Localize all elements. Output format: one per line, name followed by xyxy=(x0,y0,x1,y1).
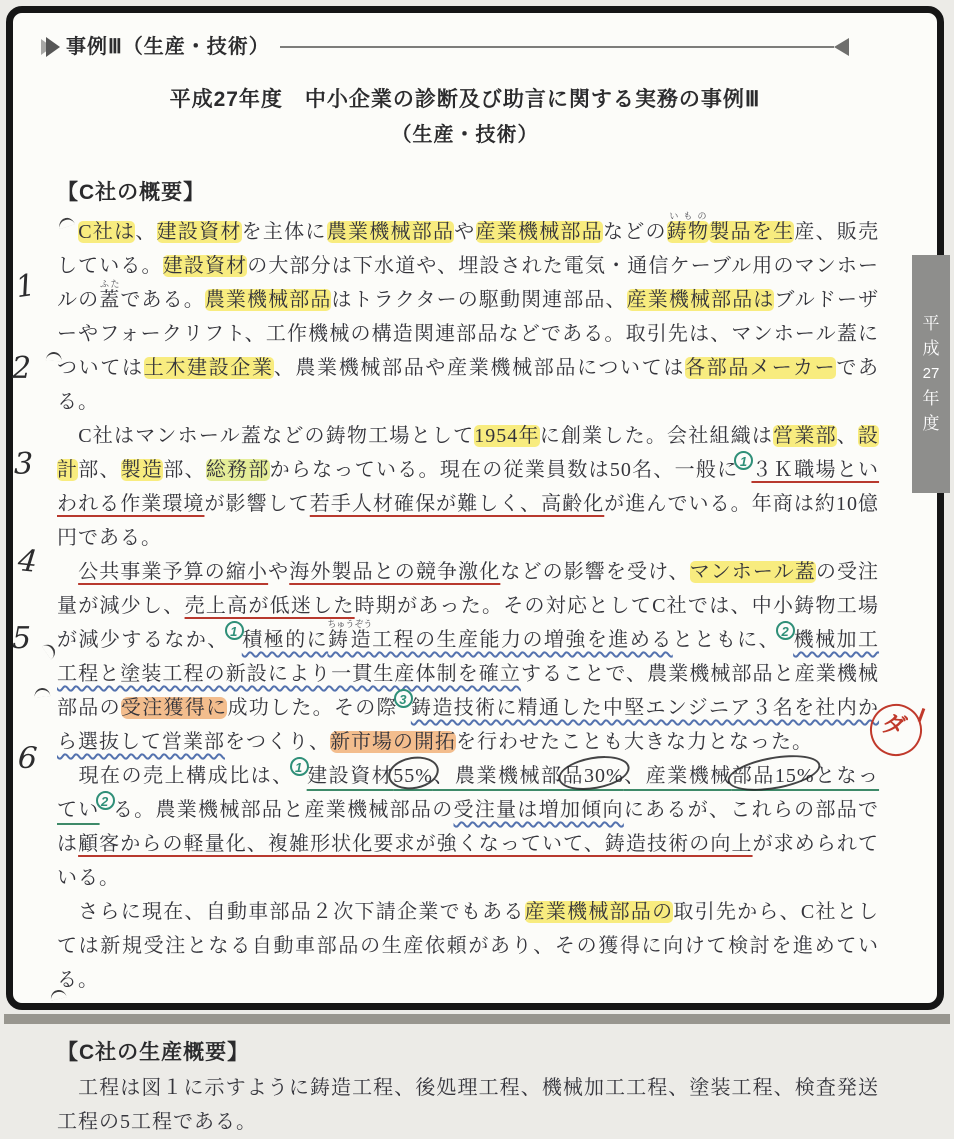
circled-number-annotation: 1 xyxy=(225,621,244,640)
side-tab-char: 年 xyxy=(922,389,940,408)
text-segment: の大部分は下水道や、埋設された電気・通信ケーブル用のマンホールの xyxy=(57,255,879,311)
circled-number-annotation: 3 xyxy=(394,689,413,708)
page-edge-shadow xyxy=(4,1014,950,1024)
text-segment: などの xyxy=(603,221,667,243)
text-segment: ブルドーザーやフォークリフト、工作機械の構造関連部品などである。取引先は、マンホール蓋については xyxy=(57,289,880,379)
text-segment: 、農業機械部 xyxy=(432,765,563,787)
text-segment: 部、 xyxy=(163,459,206,481)
circled-number-annotation: 2 xyxy=(96,791,115,810)
arrow-right-icon xyxy=(46,37,60,57)
circled-number-annotation: 1 xyxy=(290,757,309,776)
margin-number: 5 xyxy=(12,621,32,656)
text-segment: 、農業機械部品や産業機械部品については xyxy=(273,357,686,379)
circled-number-annotation: 1 xyxy=(734,451,753,470)
text-segment: 建設資材 xyxy=(306,765,394,787)
margin-number: 1 xyxy=(13,267,38,306)
text-segment: 積極的に xyxy=(241,629,329,651)
text-segment: 売上高が低迷した xyxy=(184,595,355,617)
text-segment: C社は xyxy=(78,221,136,243)
text-segment: 新市場の開拓 xyxy=(330,731,456,753)
paragraph xyxy=(57,759,879,895)
text-segment: 産、販売している。 xyxy=(57,221,880,277)
section xyxy=(57,1035,879,1139)
text-segment: 時期があった。その対応としてC社では、中小鋳物工場が減少するなか、 xyxy=(57,595,880,651)
grader-mark-stroke xyxy=(917,708,924,722)
text-segment: 、 xyxy=(135,221,157,243)
side-tab-char: 成 xyxy=(922,339,940,358)
text-segment: 産業機械部品の xyxy=(524,901,674,923)
text-segment: からなっている。現在の従業員数は50名、一般に xyxy=(269,459,739,481)
text-segment: 製造 xyxy=(120,459,164,481)
header xyxy=(41,33,849,61)
text-segment: 取引先から、C社としては新規受注となる自動車部品の生産依頼があり、その獲得に向けて検討を進めている。 xyxy=(57,901,880,991)
text-segment: 、産業機械 xyxy=(623,765,732,787)
text-segment: することで、農業機械部品と産業機械部品の xyxy=(57,663,879,719)
text-segment: 工程は図１に示すように鋳造工程、後処理工程、機械加工工程、塗装工程、検査発送工程の5工程である。 xyxy=(57,1077,879,1133)
text-segment: C社はマンホール蓋などの鋳物工場として xyxy=(57,425,475,447)
side-tab-heisei27 xyxy=(912,255,950,493)
arrow-left-icon xyxy=(834,38,849,56)
text-segment: 建設資材 xyxy=(156,221,242,243)
header-rule xyxy=(280,46,834,48)
text-segment: 1954年 xyxy=(474,425,540,447)
text-segment: 製品を生 xyxy=(709,221,795,243)
text-segment: を行わせたことも大きな力となった。 xyxy=(456,731,813,753)
side-tab-char: 平 xyxy=(922,314,940,333)
grader-mark-glyph: ダ xyxy=(879,709,910,742)
text-segment: 各部品メーカー xyxy=(685,357,837,379)
text-segment: マンホール蓋 xyxy=(689,561,816,583)
text-segment: 設計 xyxy=(57,425,880,481)
text-segment: 海外製品との競争激化 xyxy=(289,561,501,583)
text-segment: 鋳造ちゅうぞう xyxy=(327,619,373,651)
sections xyxy=(57,175,879,1139)
text-segment: 営業部 xyxy=(773,425,837,447)
text-segment: 蓋ふた xyxy=(99,279,121,311)
text-segment: 55% xyxy=(393,765,433,787)
section-heading: 【C社の生産概要】 xyxy=(57,1041,250,1064)
section-heading: 【C社の概要】 xyxy=(57,181,206,204)
text-segment: や xyxy=(268,561,290,583)
text-segment: 成功した。その際 xyxy=(227,697,398,719)
text-segment: となってい xyxy=(57,765,880,821)
doc-title: 平成27年度 中小企業の診断及び助言に関する実務の事例Ⅲ xyxy=(169,88,761,111)
paragraph xyxy=(57,211,879,419)
margin-number: 3 xyxy=(14,447,34,482)
paragraph xyxy=(57,1071,879,1139)
text-segment: が進んでいる。年商は約10億円である。 xyxy=(57,493,880,549)
text-segment: などの影響を受け、 xyxy=(500,561,690,583)
side-tab-char: 27 xyxy=(922,365,940,382)
text-segment: 品30% xyxy=(562,765,624,787)
grader-mark-red xyxy=(868,700,924,762)
text-segment: ３Ｋ職場といわれる作業環境 xyxy=(57,459,880,515)
text-segment: とともに、 xyxy=(672,629,781,651)
margin-number: 2 xyxy=(12,351,32,386)
text-segment: 顧客からの軽量化、複雑形状化要求が強くなっていて、鋳造技術の向上 xyxy=(78,833,753,855)
text-segment: 受注獲得に xyxy=(120,697,228,719)
text-segment: 受注量は増加傾向 xyxy=(453,799,624,821)
text-segment: が求められている。 xyxy=(57,833,880,889)
margin-number: 4 xyxy=(16,543,39,580)
page-frame xyxy=(6,6,944,1133)
text-segment: に創業した。会社組織は xyxy=(539,425,774,447)
text-segment: 総務部 xyxy=(205,459,270,481)
text-segment: や xyxy=(454,221,476,243)
text-segment: をつくり、 xyxy=(225,731,330,753)
paragraph xyxy=(57,419,879,555)
text-segment: である。 xyxy=(57,357,880,413)
paragraph xyxy=(57,895,879,997)
text-segment: 建設資材 xyxy=(162,255,248,277)
text-segment xyxy=(57,561,78,583)
text-segment: 若手人材確保が難しく、高齢化 xyxy=(309,493,605,515)
text-segment: る。農業機械部品と産業機械部品の xyxy=(112,799,454,821)
text-segment: である。 xyxy=(120,289,205,311)
text-segment: さらに現在、自動車部品２次下請企業でもある xyxy=(57,901,525,923)
text-segment: 部品15% xyxy=(731,765,815,787)
text-segment: 現在の売上構成比は、 xyxy=(57,765,294,787)
text-segment: 、 xyxy=(836,425,859,447)
paragraph xyxy=(57,555,879,759)
text-segment: 産業機械部品 xyxy=(475,221,604,243)
section xyxy=(57,175,879,997)
text-segment: の受注量が減少し、 xyxy=(57,561,880,617)
text-segment: 産業機械部品は xyxy=(626,289,775,311)
text-segment: 農業機械部品 xyxy=(204,289,332,311)
text-segment: を主体に xyxy=(241,221,327,243)
text-segment: はトラクターの駆動関連部品、 xyxy=(331,289,627,311)
margin-number: 6 xyxy=(16,740,39,777)
text-segment: 鋳造技術に精通した中堅エンジニア３名を社内から選抜して営業部 xyxy=(57,697,880,753)
text-segment: 農業機械部品 xyxy=(326,221,455,243)
text-segment: が影響して xyxy=(204,493,310,515)
side-tab-char: 度 xyxy=(922,414,940,433)
doc-subtitle: （生産・技術） xyxy=(391,124,539,146)
header-title: 事例Ⅲ（生産・技術） xyxy=(66,36,270,58)
text-segment: 土木建設企業 xyxy=(143,357,274,379)
circled-number-annotation: 2 xyxy=(776,621,795,640)
text-segment: 鋳物いもの xyxy=(666,211,710,243)
text-segment: 公共事業予算の縮小 xyxy=(78,561,269,583)
text-segment: 工程の生産能力の増強を進める xyxy=(371,629,673,651)
text-segment: 機械加工工程と塗装工程の新設により一貫生産体制を確立 xyxy=(57,629,880,685)
text-segment: にあるが、これらの部品では xyxy=(57,799,880,855)
text-segment: 部、 xyxy=(78,459,121,481)
